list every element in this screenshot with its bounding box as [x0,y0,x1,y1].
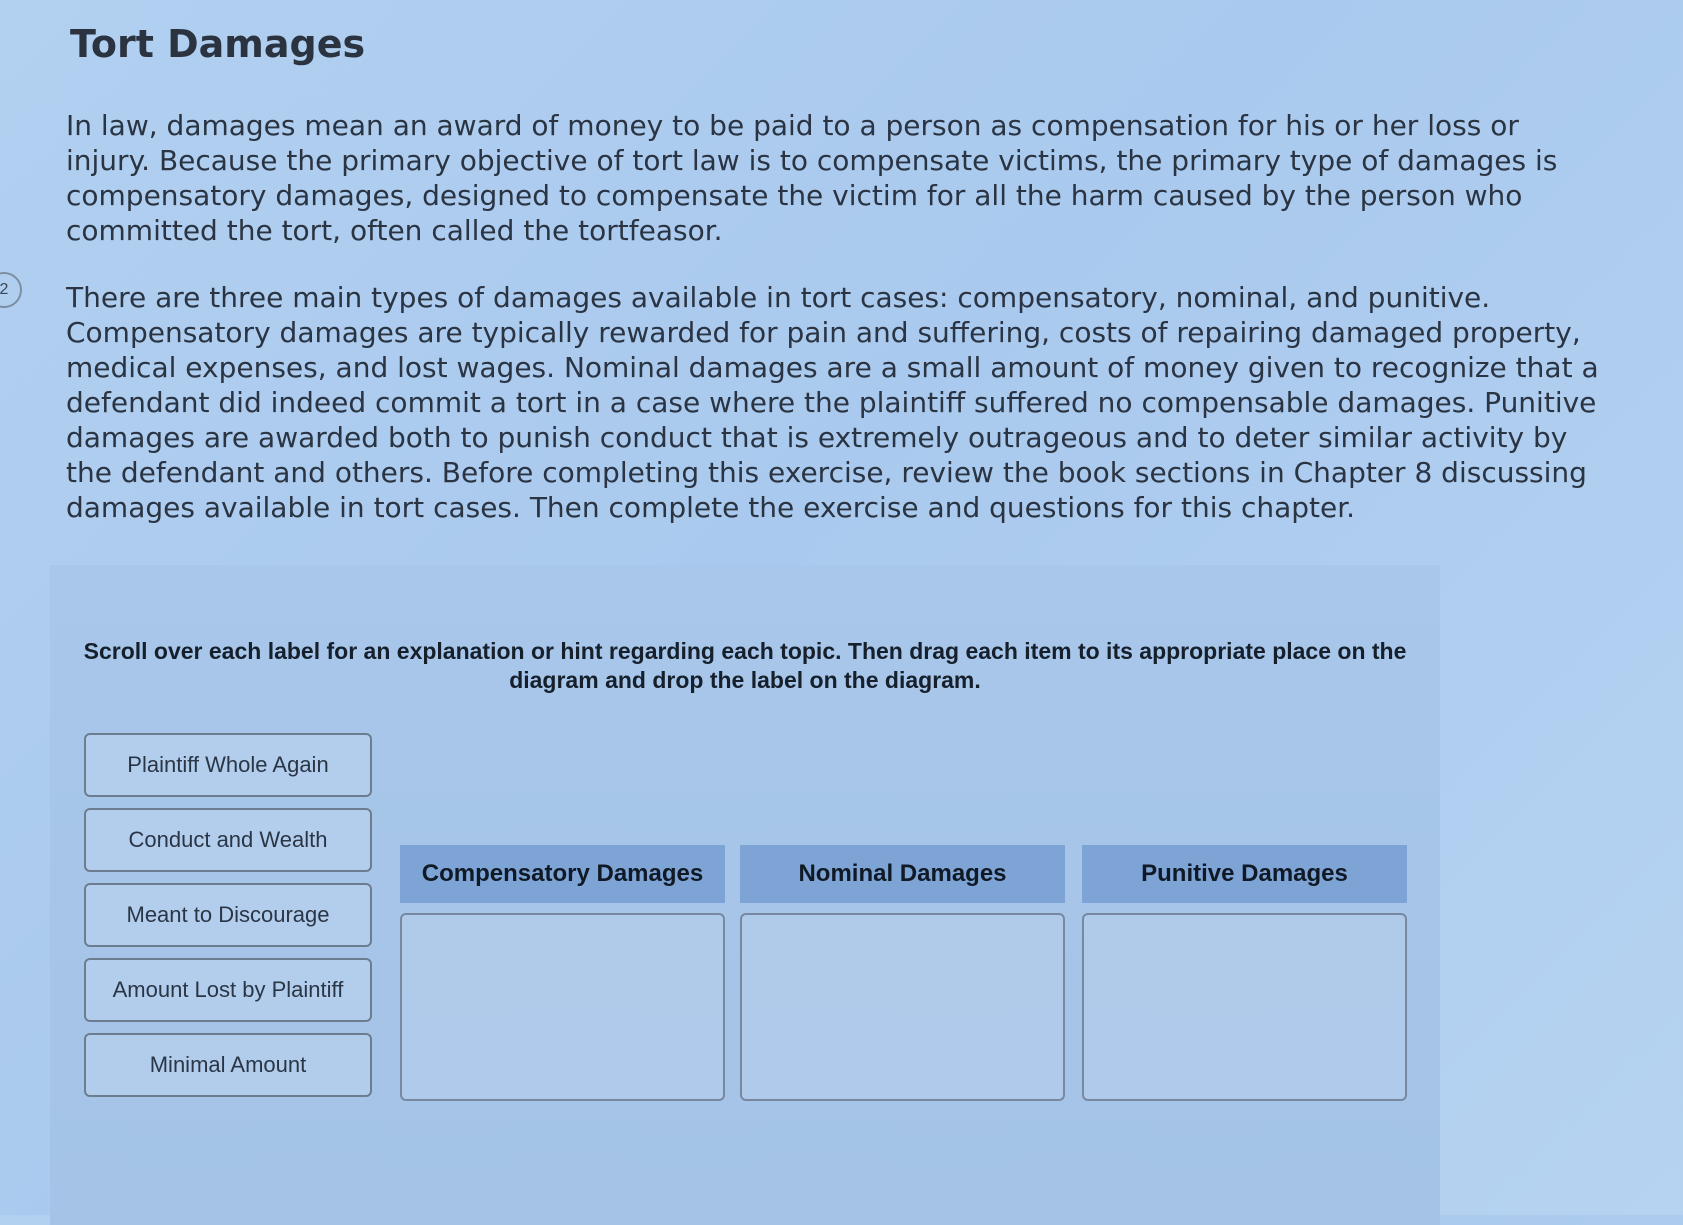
drag-label-meant-to-discourage[interactable]: Meant to Discourage [84,883,372,947]
intro-paragraph-2: There are three main types of damages available in tort cases: compensatory, nominal, and punitive. Compensatory damages are typically rewarded for pain and suffering, costs of repairing damaged property, medical expenses, and lost wages. Nominal damages are a small amount of money given to recognize that a defendant did indeed commit a tort in a case where the plaintiff suffered no compensable damages. Punitive damages are awarded both to punish conduct that is extremely outrageous and to deter similar activity by the defendant and others. Before completing this exercise, review the book sections in Chapter 8 discussing damages available in tort cases. Then complete the exercise and questions for this chapter. [66,281,1599,524]
drag-label-plaintiff-whole-again[interactable]: Plaintiff Whole Again [84,733,372,797]
category-header-compensatory: Compensatory Damages [400,845,725,903]
step-number-badge: 2 [0,272,22,308]
intro-paragraph-1: In law, damages mean an award of money to be paid to a person as compensation for his or her loss or injury. Because the primary objective of tort law is to compensate victims, the primary type of damages is compensatory damages, designed to compensate the victim for all the harm caused by the person who committed the tort, often called the tortfeasor. [66,109,1558,247]
drop-zone-punitive[interactable] [1082,913,1407,1101]
drag-label-amount-lost-by-plaintiff[interactable]: Amount Lost by Plaintiff [84,958,372,1022]
activity-instructions: Scroll over each label for an explanation or hint regarding each topic. Then drag each item to its appropriate place on the diagram and drop the label on the diagram. [83,638,1407,693]
drag-label-conduct-and-wealth[interactable]: Conduct and Wealth [84,808,372,872]
drag-drop-activity [50,565,1440,1225]
category-column-punitive [1082,845,1407,1101]
category-header-punitive: Punitive Damages [1082,845,1407,903]
category-column-compensatory [400,845,725,1101]
drop-zone-compensatory[interactable] [400,913,725,1101]
drag-label-minimal-amount[interactable]: Minimal Amount [84,1033,372,1097]
page-title: Tort Damages [70,22,366,66]
drop-zone-nominal[interactable] [740,913,1065,1101]
category-column-nominal [740,845,1065,1101]
category-header-nominal: Nominal Damages [740,845,1065,903]
label-bank [84,733,374,1108]
